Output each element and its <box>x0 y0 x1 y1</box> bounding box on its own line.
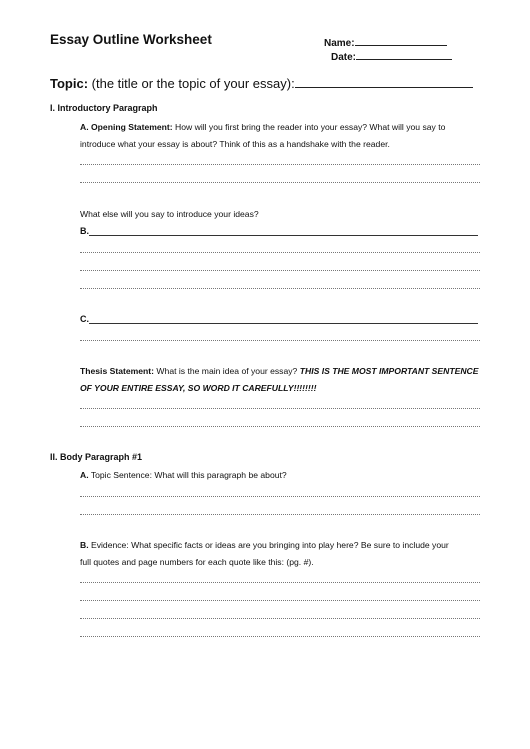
body1-b-text-1: Evidence: What specific facts or ideas are you bringing into play here? Be sure to include your <box>90 540 449 550</box>
topic-prompt: (the title or the topic of your essay): <box>91 76 295 91</box>
thesis-label: Thesis Statement: <box>80 366 155 376</box>
what-else-prompt: What else will you say to introduce your ideas? <box>80 209 259 219</box>
thesis-emphasis-1: THIS IS THE MOST IMPORTANT SENTENCE <box>299 366 479 376</box>
opening-text-2: introduce what your essay is about? Think of this as a handshake with the reader. <box>80 139 390 149</box>
opening-label: A. Opening Statement: <box>80 122 173 132</box>
topic-sentence-prompt <box>80 470 287 480</box>
body1-a-label: A. <box>80 470 89 480</box>
date-blank[interactable] <box>356 50 452 60</box>
answer-line[interactable] <box>80 288 480 289</box>
point-b-label: B. <box>80 226 89 236</box>
answer-line[interactable] <box>80 270 480 271</box>
name-label: Name: <box>324 38 355 49</box>
answer-line[interactable] <box>80 252 480 253</box>
intro-heading: I. Introductory Paragraph <box>50 103 158 113</box>
answer-line[interactable] <box>80 514 480 515</box>
name-field <box>324 36 447 49</box>
answer-line[interactable] <box>80 582 480 583</box>
thesis-text: What is the main idea of your essay? <box>156 366 298 376</box>
body1-b-text-2: full quotes and page numbers for each quote like this: (pg. #). <box>80 557 314 567</box>
opening-text-1: How will you first bring the reader into your essay? What will you say to <box>175 122 446 132</box>
point-c-label: C. <box>80 314 89 324</box>
thesis-line1 <box>80 366 478 376</box>
topic-blank[interactable] <box>295 76 473 88</box>
evidence-line1 <box>80 540 449 550</box>
answer-line[interactable] <box>80 426 480 427</box>
answer-line[interactable] <box>80 618 480 619</box>
body1-b-label: B. <box>80 540 89 550</box>
answer-line[interactable] <box>80 600 480 601</box>
point-b-line[interactable] <box>89 235 478 236</box>
thesis-line2 <box>80 383 316 393</box>
body1-heading: II. Body Paragraph #1 <box>50 452 143 462</box>
answer-line[interactable] <box>80 182 480 183</box>
answer-line[interactable] <box>80 496 480 497</box>
page-title: Essay Outline Worksheet <box>50 32 212 47</box>
answer-line[interactable] <box>80 164 480 165</box>
topic-label: Topic: <box>50 76 89 91</box>
body1-a-text: Topic Sentence: What will this paragraph be about? <box>90 470 287 480</box>
opening-statement-line1 <box>80 122 445 132</box>
date-field <box>331 50 452 63</box>
point-c-line[interactable] <box>89 323 478 324</box>
thesis-emphasis-2: OF YOUR ENTIRE ESSAY, SO WORD IT CAREFULLY!!!!!!!! <box>80 383 317 393</box>
name-blank[interactable] <box>355 36 447 46</box>
answer-line[interactable] <box>80 636 480 637</box>
answer-line[interactable] <box>80 340 480 341</box>
topic-row <box>50 76 473 91</box>
date-label: Date: <box>331 52 357 63</box>
answer-line[interactable] <box>80 408 480 409</box>
